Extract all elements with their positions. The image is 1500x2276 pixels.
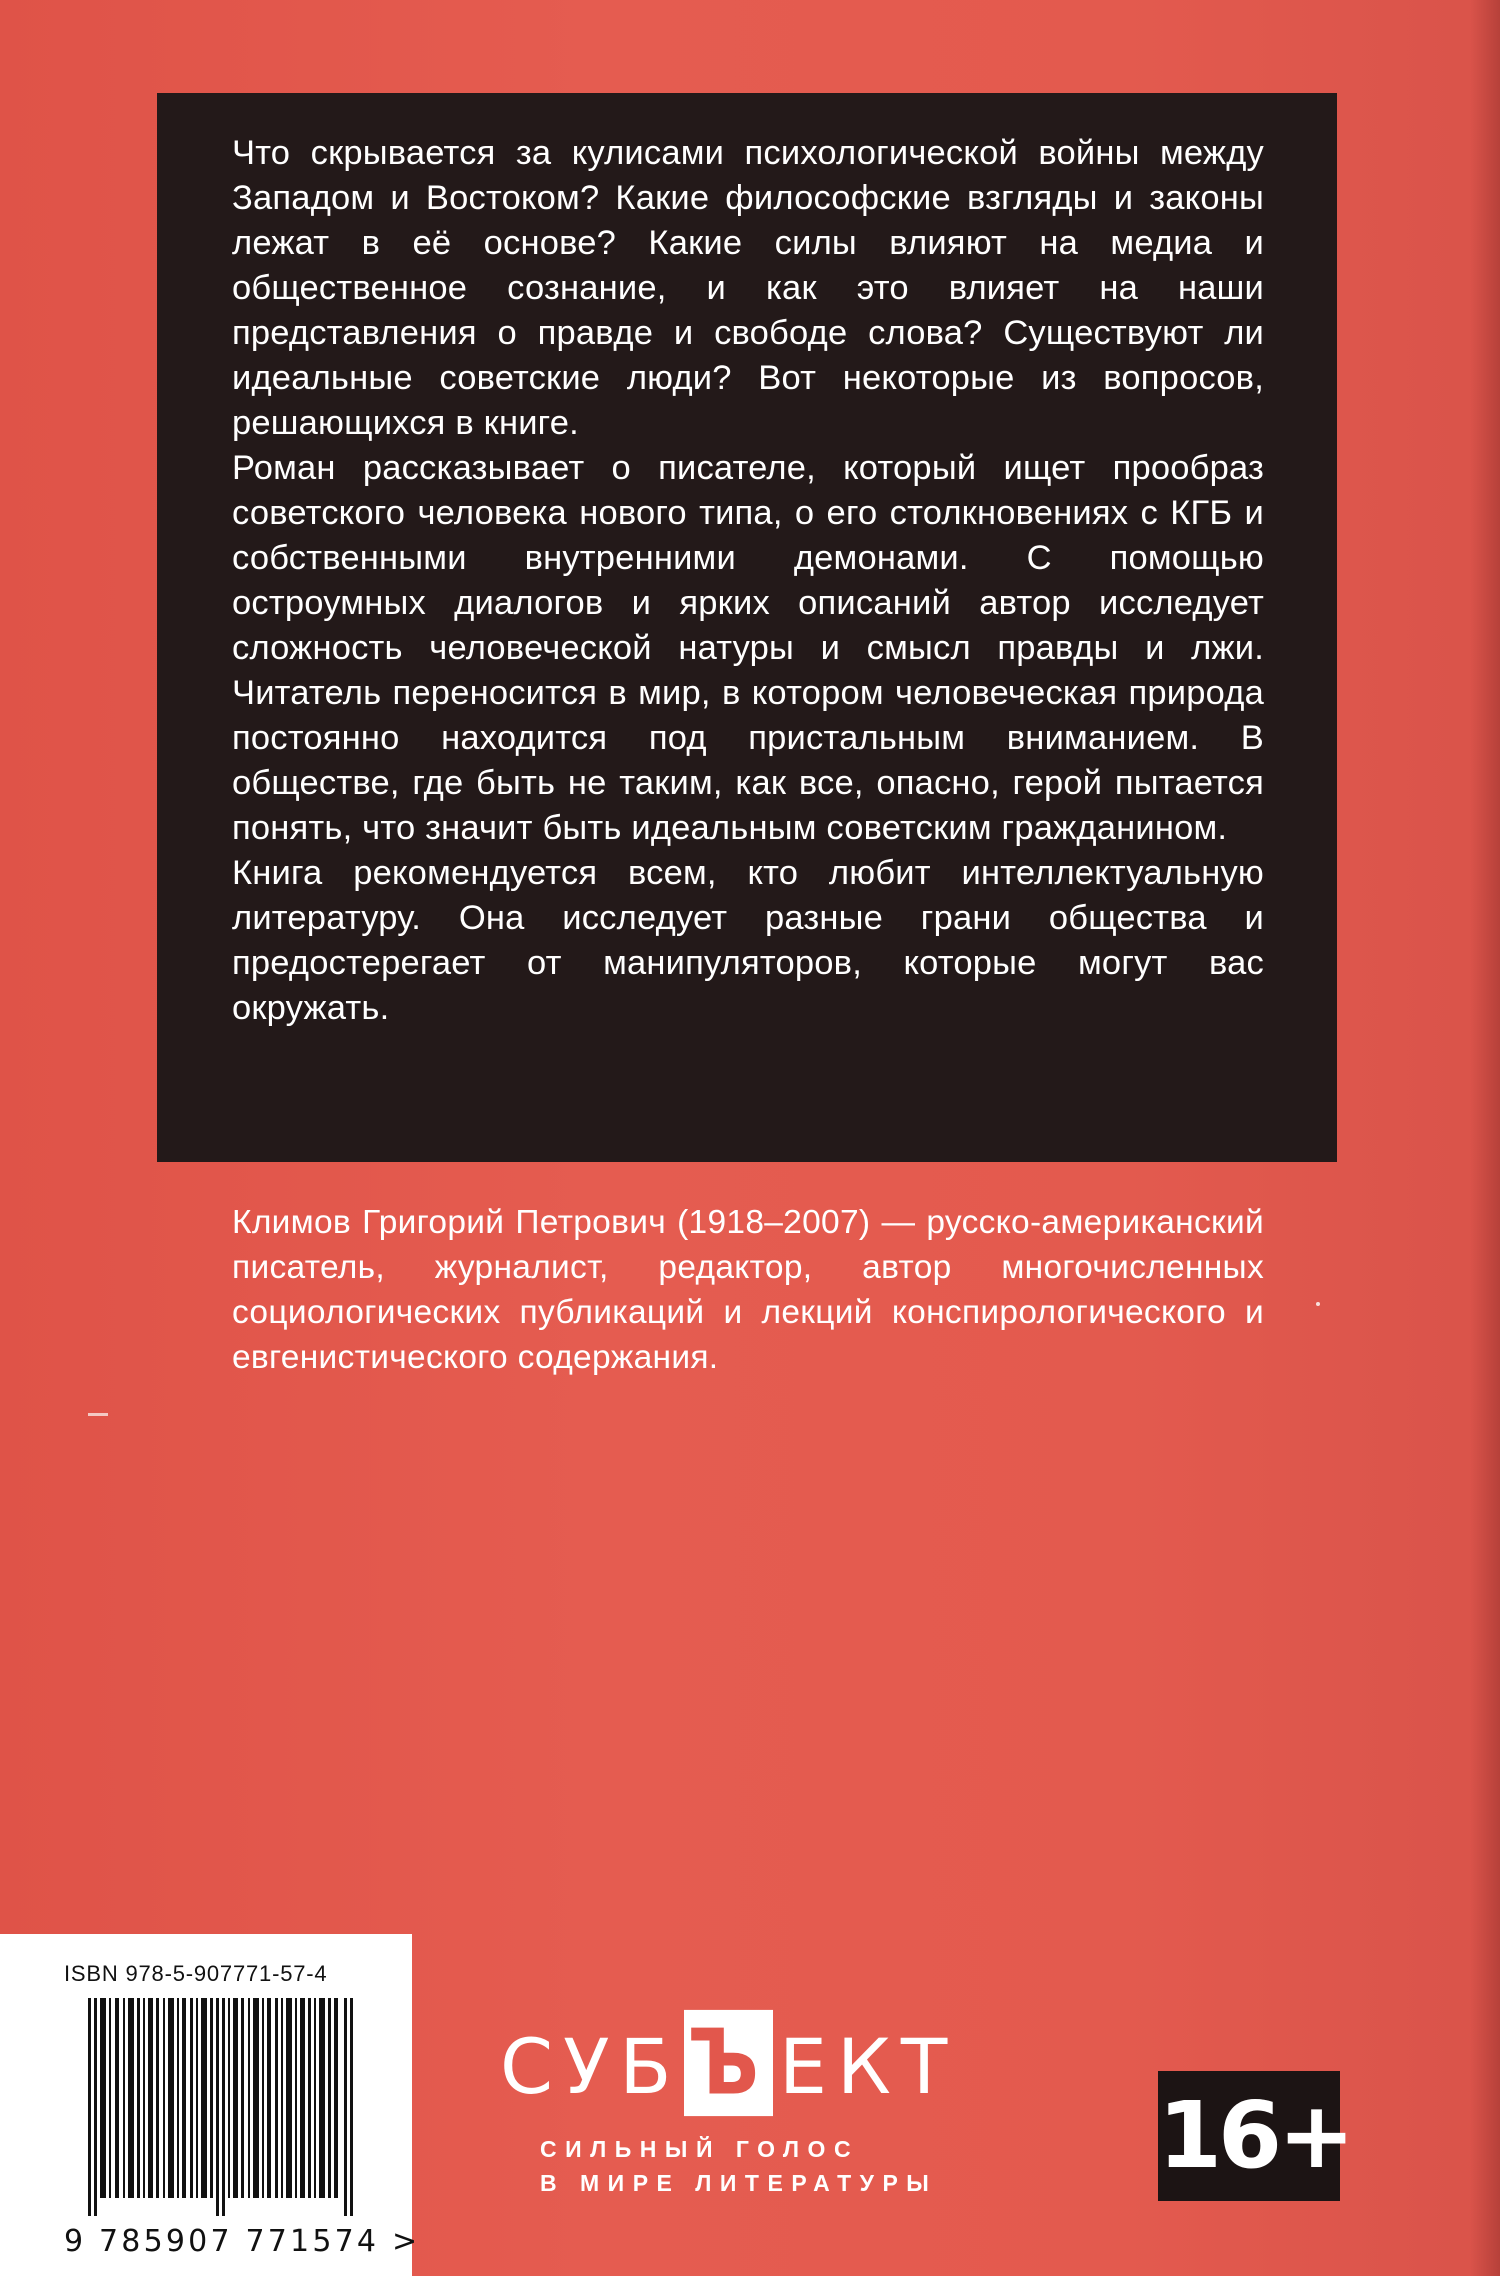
publisher-name-hard-sign: Ъ xyxy=(684,2010,773,2116)
publisher-name-part-1: СУБ xyxy=(500,2022,682,2111)
annotation-paragraph-1: Что скрывается за кулисами психологической войны между Западом и Востоком? Какие философские взгляды и законы лежат в её основе? Какие силы влияют на медиа и общественное сознание, и как это влияет на наши представления о правде и свободе слова? Существуют ли идеальные советские люди? Вот некоторые из вопросов, решающихся в книге. xyxy=(232,134,1264,442)
publisher-slogan-line-1: СИЛЬНЫЙ ГОЛОС xyxy=(540,2136,860,2162)
annotation-paragraph-3: Книга рекомендуется всем, кто любит интеллектуальную литературу. Она исследует разные грани общества и предостерегает от манипуляторов, которые могут вас окружать. xyxy=(232,854,1264,1027)
publisher-slogan xyxy=(540,2132,937,2200)
print-dot xyxy=(1316,1302,1320,1306)
print-mark xyxy=(88,1413,108,1416)
cover-edge-shadow xyxy=(1470,0,1500,2276)
barcode-digits: 9 785907 771574 > xyxy=(64,2224,421,2259)
age-rating-badge: 16+ xyxy=(1158,2071,1340,2201)
barcode-sticker xyxy=(0,1934,421,2276)
publisher-name-part-2: ЕКТ xyxy=(778,2022,958,2111)
publisher-slogan-line-2: В МИРЕ ЛИТЕРАТУРЫ xyxy=(540,2170,938,2196)
author-bio-text: Климов Григорий Петрович (1918–2007) — русско-американский писатель, журналист, редактор, автор многочисленных социологических публикаций и лекций конспирологического и евгенистического содержания. xyxy=(232,1204,1264,1376)
barcode-icon xyxy=(88,1998,356,2216)
publisher-logo xyxy=(500,2009,1000,2222)
annotation-paragraph-2: Роман рассказывает о писателе, который ищет прообраз советского человека нового типа, о его столкновениях с КГБ и собственными внутренними демонами. С помощью остроумных диалогов и ярких описаний автор исследует сложность человеческой натуры и смысл правды и лжи. Читатель переносится в мир, в котором человеческая природа постоянно находится под пристальным вниманием. В обществе, где быть не таким, как все, опасно, герой пытается понять, что значит быть идеальным советским гражданином. xyxy=(232,449,1264,847)
author-bio xyxy=(232,1200,1264,1380)
annotation-box xyxy=(157,93,1337,1162)
isbn-label: ISBN 978-5-907771-57-4 xyxy=(64,1961,328,1986)
publisher-name xyxy=(500,2009,958,2115)
